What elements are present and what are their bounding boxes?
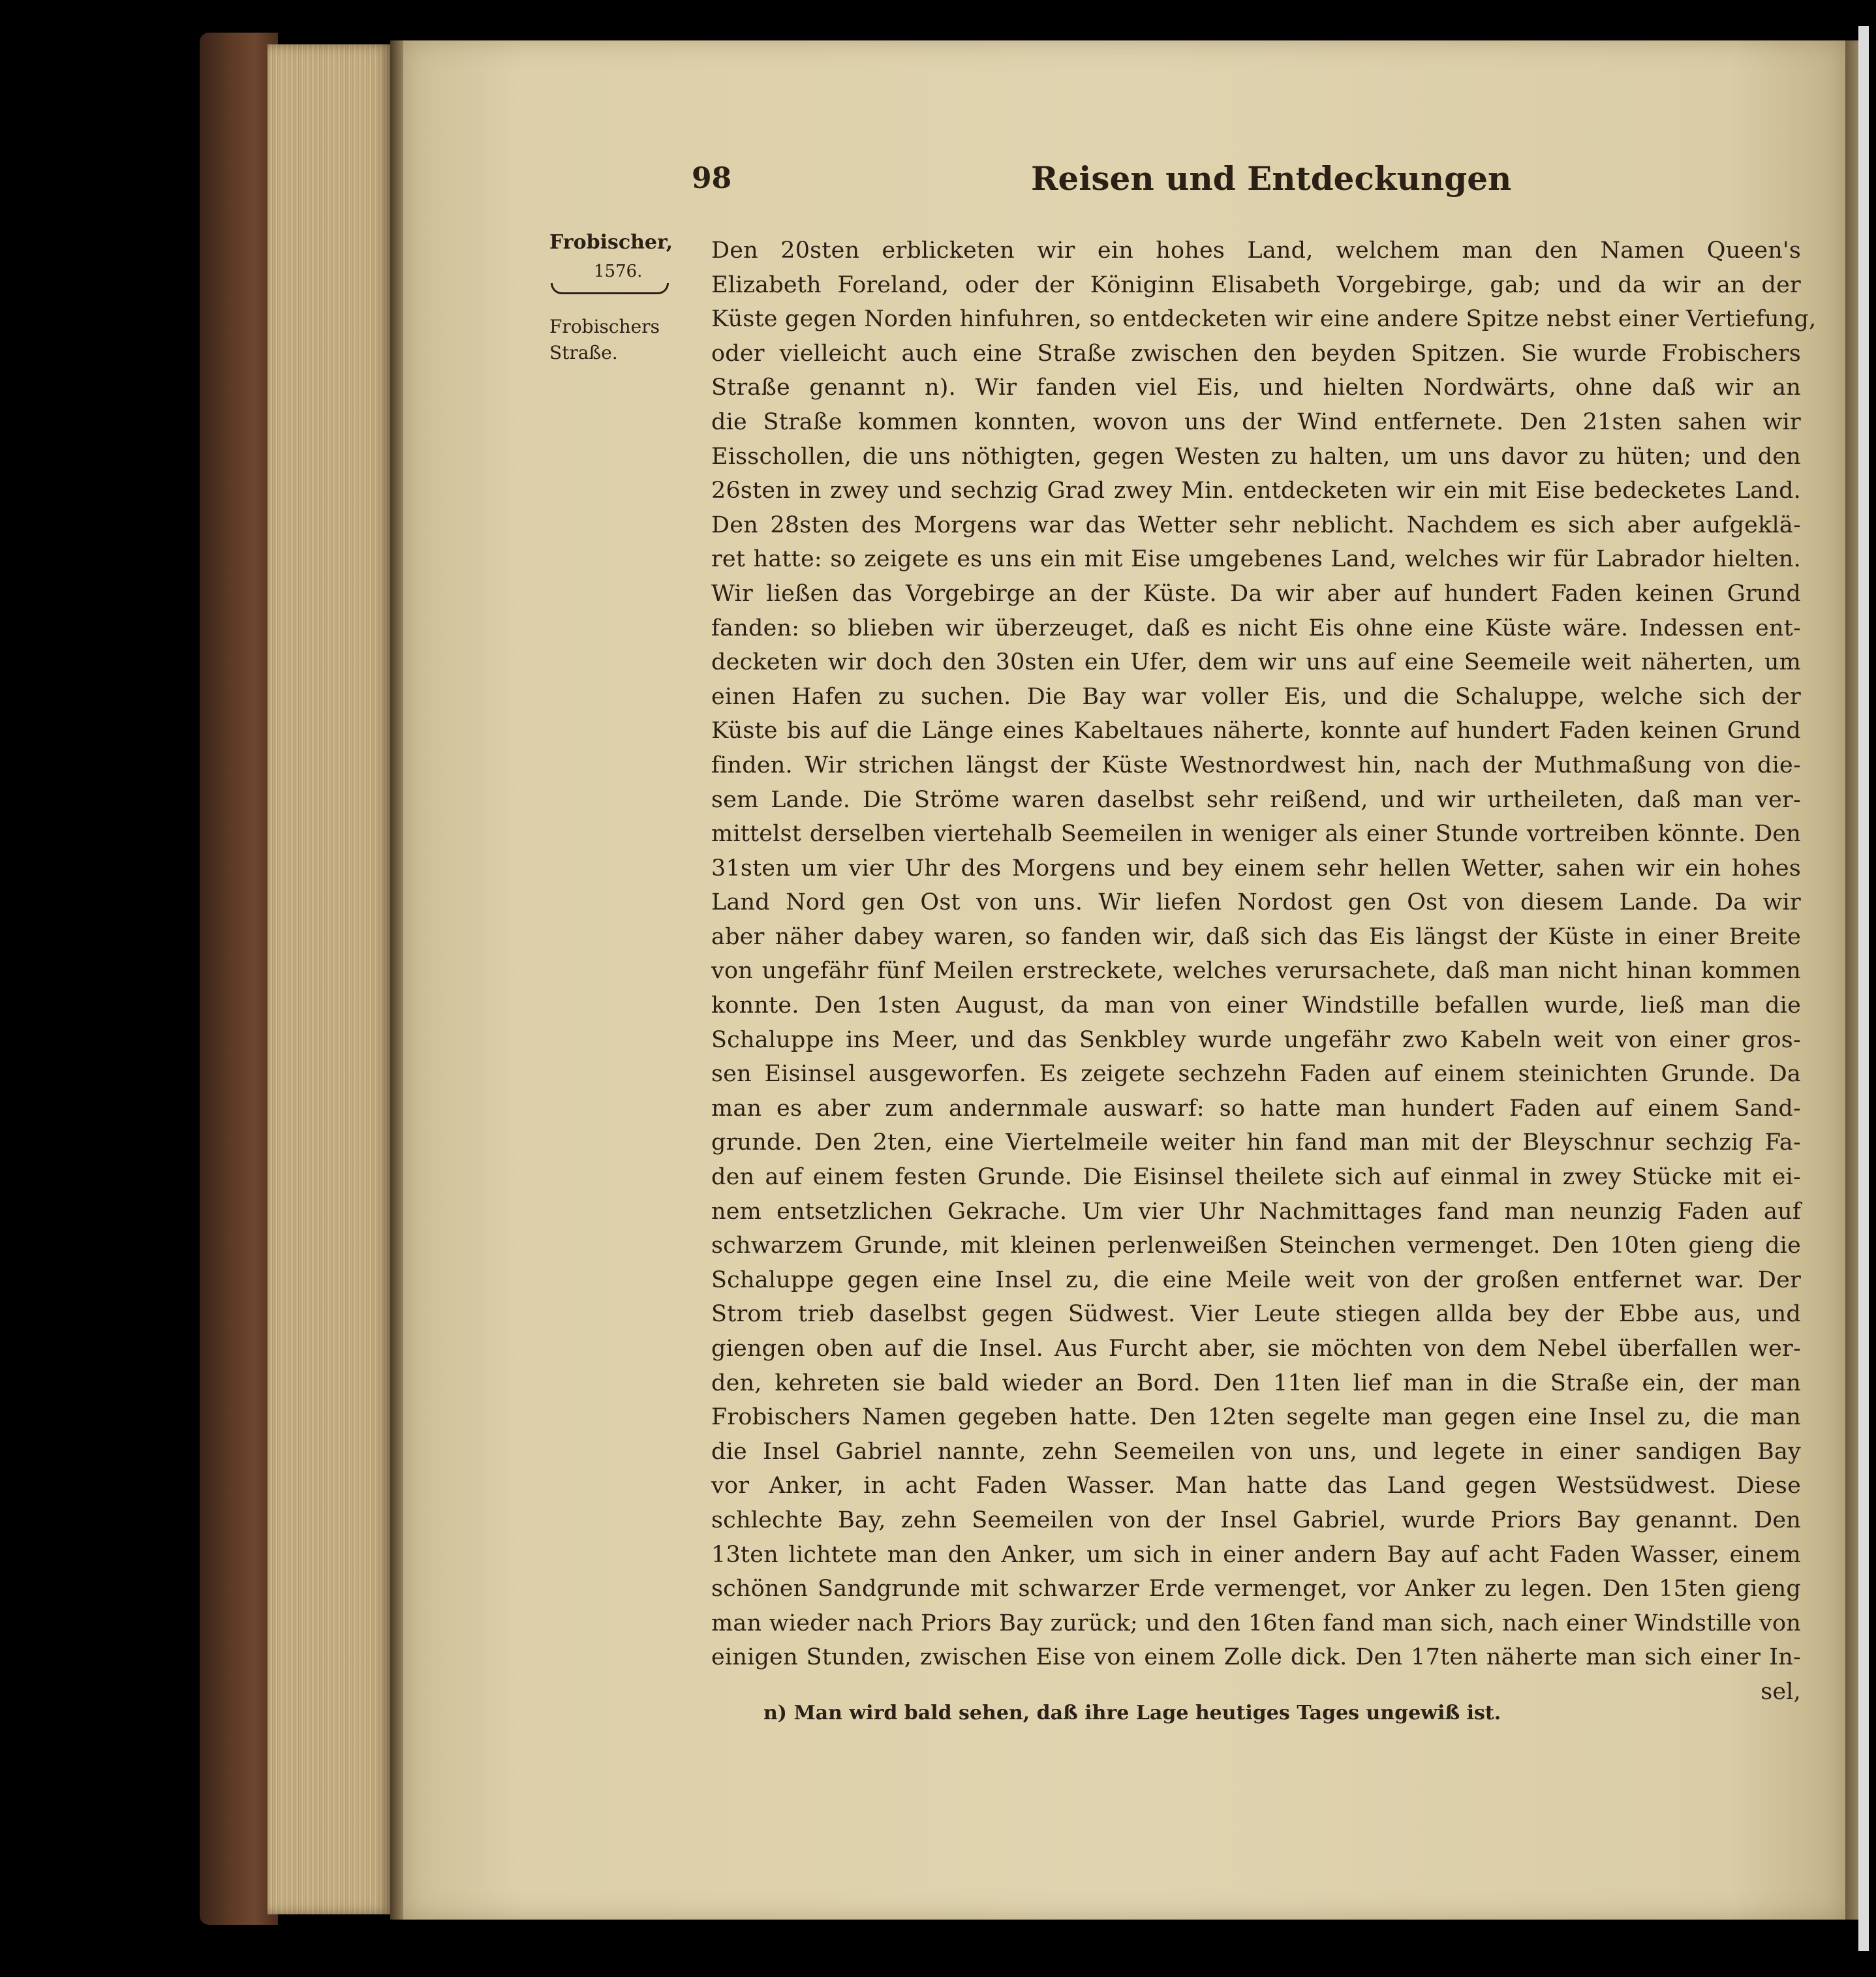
text-line: giengen oben auf die Insel. Aus Furcht aber, sie möchten von dem Nebel überfallen wer- (711, 1336, 1801, 1362)
scan-edge-strip (1858, 26, 1869, 1951)
page-number: 98 (692, 162, 732, 195)
text-line: ret hatte: so zeigete es uns ein mit Eise umgebenes Land, welches wir für Labrador hielten. (711, 546, 1801, 573)
body-text (711, 234, 1817, 1709)
text-line: finden. Wir strichen längst der Küste Westnordwest hin, nach der Muthmaßung von die- (711, 752, 1801, 778)
page-edges-stack (268, 44, 392, 1914)
text-line: nem entsetzlichen Gekrache. Um vier Uhr Nachmittages fand man neunzig Faden auf (711, 1198, 1801, 1225)
margin-note-name: Frobischer, (549, 231, 673, 254)
text-line: Eisschollen, die uns nöthigten, gegen Westen zu halten, um uns davor zu hüten; und den (711, 443, 1801, 470)
footnote: n) Man wird bald sehen, daß ihre Lage heutiges Tages ungewiß ist. (763, 1702, 1501, 1724)
text-line: den, kehreten sie bald wieder an Bord. Den 11ten lief man in die Straße ein, der man (711, 1370, 1801, 1396)
margin-note-strait-line1: Frobischers (549, 316, 660, 337)
text-line: Wir ließen das Vorgebirge an der Küste. Da wir aber auf hundert Faden keinen Grund (711, 580, 1801, 607)
text-line: schwarzem Grunde, mit kleinen perlenweißen Steinchen vermenget. Den 10ten gieng die (711, 1233, 1801, 1259)
book-cover-edge (200, 33, 278, 1925)
text-line: man wieder nach Priors Bay zurück; und den 16ten fand man sich, nach einer Windstille von (711, 1610, 1801, 1636)
page-header-title: Reisen und Entdeckungen (1031, 159, 1512, 198)
text-line: die Straße kommen konnten, wovon uns der Wind entfernete. Den 21sten sahen wir (711, 408, 1801, 435)
text-line: Schaluppe ins Meer, und das Senkbley wurde ungefähr zwo Kabeln weit von einer gros- (711, 1026, 1801, 1053)
text-line: von ungefähr fünf Meilen erstreckete, welches verursachete, daß man nicht hinan kommen (711, 958, 1801, 985)
text-line: einen Hafen zu suchen. Die Bay war voller Eis, und die Schaluppe, welche sich der (711, 683, 1801, 710)
text-line: Küste bis auf die Länge eines Kabeltaues näherte, konnte auf hundert Faden keinen Grund (711, 718, 1801, 744)
text-line: man es aber zum andernmale auswarf: so hatte man hundert Faden auf einem Sand- (711, 1095, 1801, 1122)
text-line: 26sten in zwey und sechzig Grad zwey Min. entdecketen wir ein mit Eise bedecketes Land. (711, 478, 1801, 504)
margin-note-year: 1576. (594, 262, 643, 281)
text-line: schönen Sandgrunde mit schwarzer Erde vermenget, vor Anker zu legen. Den 15ten gieng (711, 1576, 1801, 1602)
text-line: fanden: so blieben wir überzeuget, daß es nicht Eis ohne eine Küste wäre. Indessen ent- (711, 615, 1801, 641)
text-line: konnte. Den 1sten August, da man von einer Windstille befallen wurde, ließ man die (711, 992, 1801, 1019)
text-line: grunde. Den 2ten, eine Viertelmeile weiter hin fand man mit der Bleyschnur sechzig Fa- (711, 1129, 1801, 1156)
text-line: sel, (1761, 1678, 1801, 1705)
text-line: Den 20sten erblicketen wir ein hohes Land, welchem man den Namen Queen's (711, 238, 1801, 264)
text-line: aber näher dabey waren, so fanden wir, daß sich das Eis längst der Küste in einer Breite (711, 923, 1801, 950)
text-line: Straße genannt n). Wir fanden viel Eis, und hielten Nordwärts, ohne daß wir an (711, 375, 1801, 401)
text-line: Den 28sten des Morgens war das Wetter sehr neblicht. Nachdem es sich aber aufgeklä- (711, 512, 1801, 538)
text-line: sem Lande. Die Ströme waren daselbst sehr reißend, und wir urtheileten, daß man ver- (711, 786, 1801, 813)
text-line: Frobischers Namen gegeben hatte. Den 12ten segelte man gegen eine Insel zu, die man (711, 1404, 1801, 1431)
text-line: einigen Stunden, zwischen Eise von einem Zolle dick. Den 17ten näherte man sich einer In- (711, 1644, 1801, 1671)
margin-note-strait-line2: Straße. (549, 342, 618, 363)
text-line: vor Anker, in acht Faden Wasser. Man hatte das Land gegen Westsüdwest. Diese (711, 1473, 1801, 1499)
text-line: den auf einem festen Grunde. Die Eisinsel theilete sich auf einmal in zwey Stücke mit ei- (711, 1164, 1801, 1191)
text-line: Elizabeth Foreland, oder der Königinn Elisabeth Vorgebirge, gab; und da wir an der (711, 271, 1801, 298)
text-line: Land Nord gen Ost von uns. Wir liefen Nordost gen Ost von diesem Lande. Da wir (711, 889, 1801, 916)
text-line: schlechte Bay, zehn Seemeilen von der Insel Gabriel, wurde Priors Bay genannt. Den (711, 1507, 1801, 1533)
margin-notes (549, 228, 690, 366)
text-line: Strom trieb daselbst gegen Südwest. Vier Leute stiegen allda bey der Ebbe aus, und (711, 1301, 1801, 1328)
text-line: decketen wir doch den 30sten ein Ufer, dem wir uns auf eine Seemeile weit näherten, um (711, 649, 1801, 676)
text-line: mittelst derselben viertehalb Seemeilen in weniger als einer Stunde vortreiben könnte. Den (711, 821, 1801, 848)
text-line: sen Eisinsel ausgeworfen. Es zeigete sechzehn Faden auf einem steinichten Grunde. Da (711, 1061, 1801, 1088)
running-head (692, 159, 1853, 214)
text-line: 31sten um vier Uhr des Morgens und bey einem sehr hellen Wetter, sahen wir ein hohes (711, 855, 1801, 881)
text-line: 13ten lichtete man den Anker, um sich in einer andern Bay auf acht Faden Wasser, einem (711, 1541, 1801, 1568)
text-line: oder vielleicht auch eine Straße zwischen den beyden Spitzen. Sie wurde Frobischers (711, 340, 1801, 367)
text-line: die Insel Gabriel nannte, zehn Seemeilen von uns, und legete in einer sandigen Bay (711, 1438, 1801, 1465)
text-line: Schaluppe gegen eine Insel zu, die eine Meile weit von der großen entfernet war. Der (711, 1266, 1801, 1293)
text-line: Küste gegen Norden hinfuhren, so entdecketen wir eine andere Spitze nebst einer Vertiefung, (711, 306, 1817, 333)
